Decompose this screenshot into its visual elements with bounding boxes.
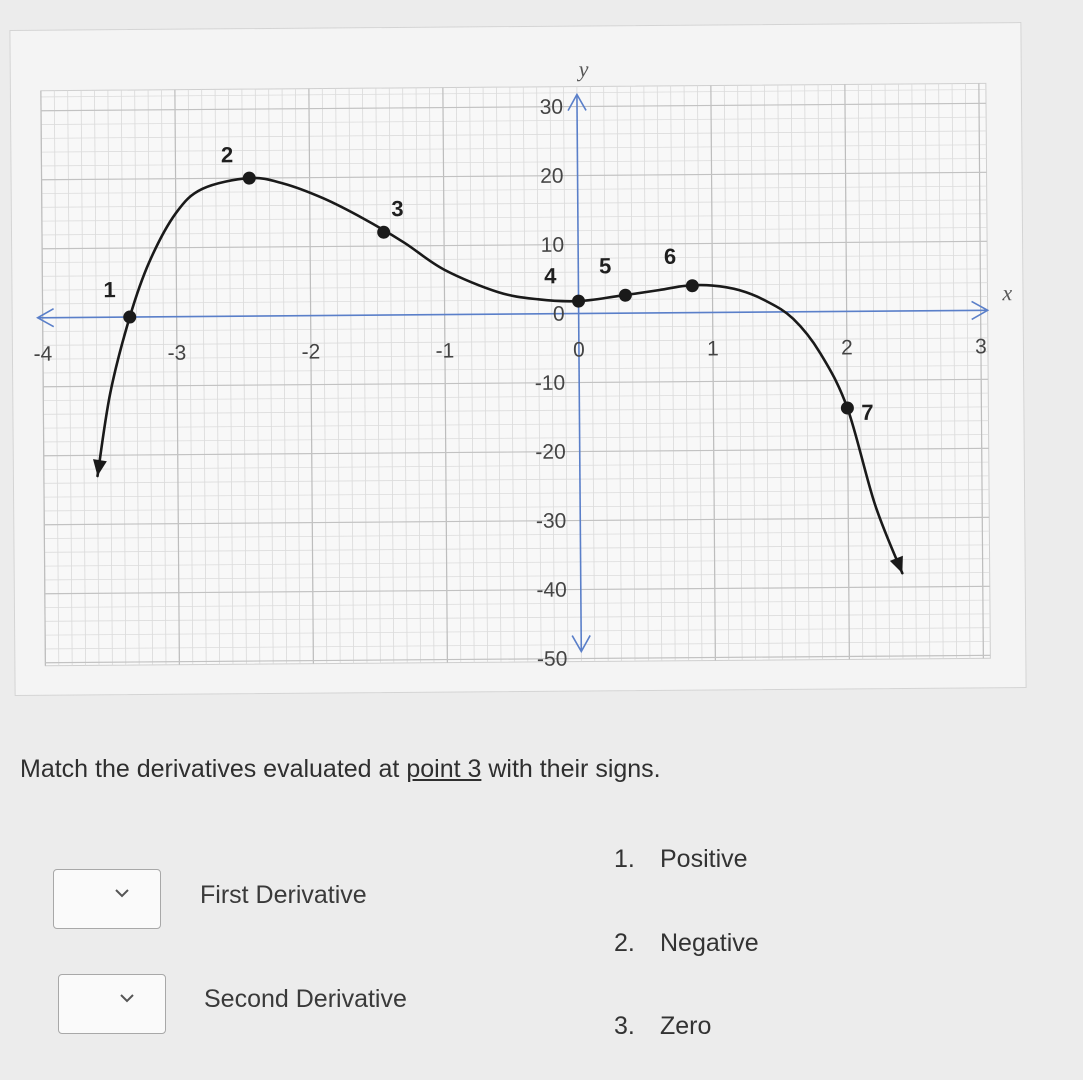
y-tick-label: 10 [540, 233, 565, 257]
y-axis-label: y [578, 56, 589, 82]
option-positive [614, 845, 748, 874]
question-prefix: Match the derivatives evaluated at [20, 755, 407, 783]
point-1-marker [123, 310, 136, 323]
x-tick-label: -1 [435, 339, 455, 363]
graph-panel [9, 22, 1026, 696]
point-7-label: 7 [861, 399, 874, 425]
question-text [20, 755, 661, 784]
y-tick-label: -20 [535, 440, 566, 464]
option-number: 2. [614, 929, 635, 957]
point-4-marker [572, 295, 585, 308]
option-zero [614, 1012, 711, 1041]
option-negative [614, 929, 759, 958]
y-tick-label: 20 [540, 164, 564, 188]
x-tick-label: 2 [840, 336, 853, 360]
first-derivative-label: First Derivative [200, 881, 367, 909]
option-number: 3. [614, 1012, 635, 1040]
point-5-label: 5 [598, 253, 612, 279]
y-tick-label: -40 [536, 578, 567, 602]
x-tick-label: 1 [706, 337, 719, 361]
x-tick-label: -4 [33, 342, 53, 366]
y-tick-label: -10 [534, 371, 566, 395]
question-suffix: with their signs. [481, 755, 661, 783]
y-tick-label: -30 [535, 509, 567, 533]
point-4-label: 4 [544, 263, 557, 289]
point-3-marker [377, 226, 390, 239]
x-tick-label: 0 [572, 338, 585, 362]
second-derivative-select[interactable] [58, 974, 166, 1034]
x-axis-label: x [1002, 280, 1013, 306]
point-1-label: 1 [103, 277, 116, 303]
option-number: 1. [614, 845, 635, 873]
chevron-down-icon [119, 992, 135, 1004]
function-graph [10, 23, 1025, 695]
option-text: Negative [660, 929, 759, 957]
point-7-marker [841, 401, 854, 414]
x-tick-label: -2 [301, 340, 321, 364]
second-derivative-label: Second Derivative [204, 985, 407, 1013]
x-tick-label: -3 [167, 341, 187, 365]
chevron-down-icon [114, 887, 130, 899]
option-text: Positive [660, 845, 748, 873]
first-derivative-select[interactable] [53, 869, 161, 929]
point-6-marker [686, 279, 699, 292]
point-3-link[interactable]: point 3 [406, 755, 482, 783]
point-5-marker [619, 289, 632, 302]
point-6-label: 6 [663, 243, 677, 269]
y-tick-label: 30 [539, 95, 564, 119]
y-tick-label: 0 [552, 302, 565, 326]
x-tick-label: 3 [974, 335, 987, 359]
option-text: Zero [660, 1012, 712, 1040]
plot-area [41, 83, 990, 665]
point-2-marker [243, 172, 256, 185]
point-2-label: 2 [220, 142, 234, 168]
grid [41, 83, 990, 665]
y-tick-label: -50 [536, 647, 568, 671]
point-3-label: 3 [391, 196, 404, 222]
